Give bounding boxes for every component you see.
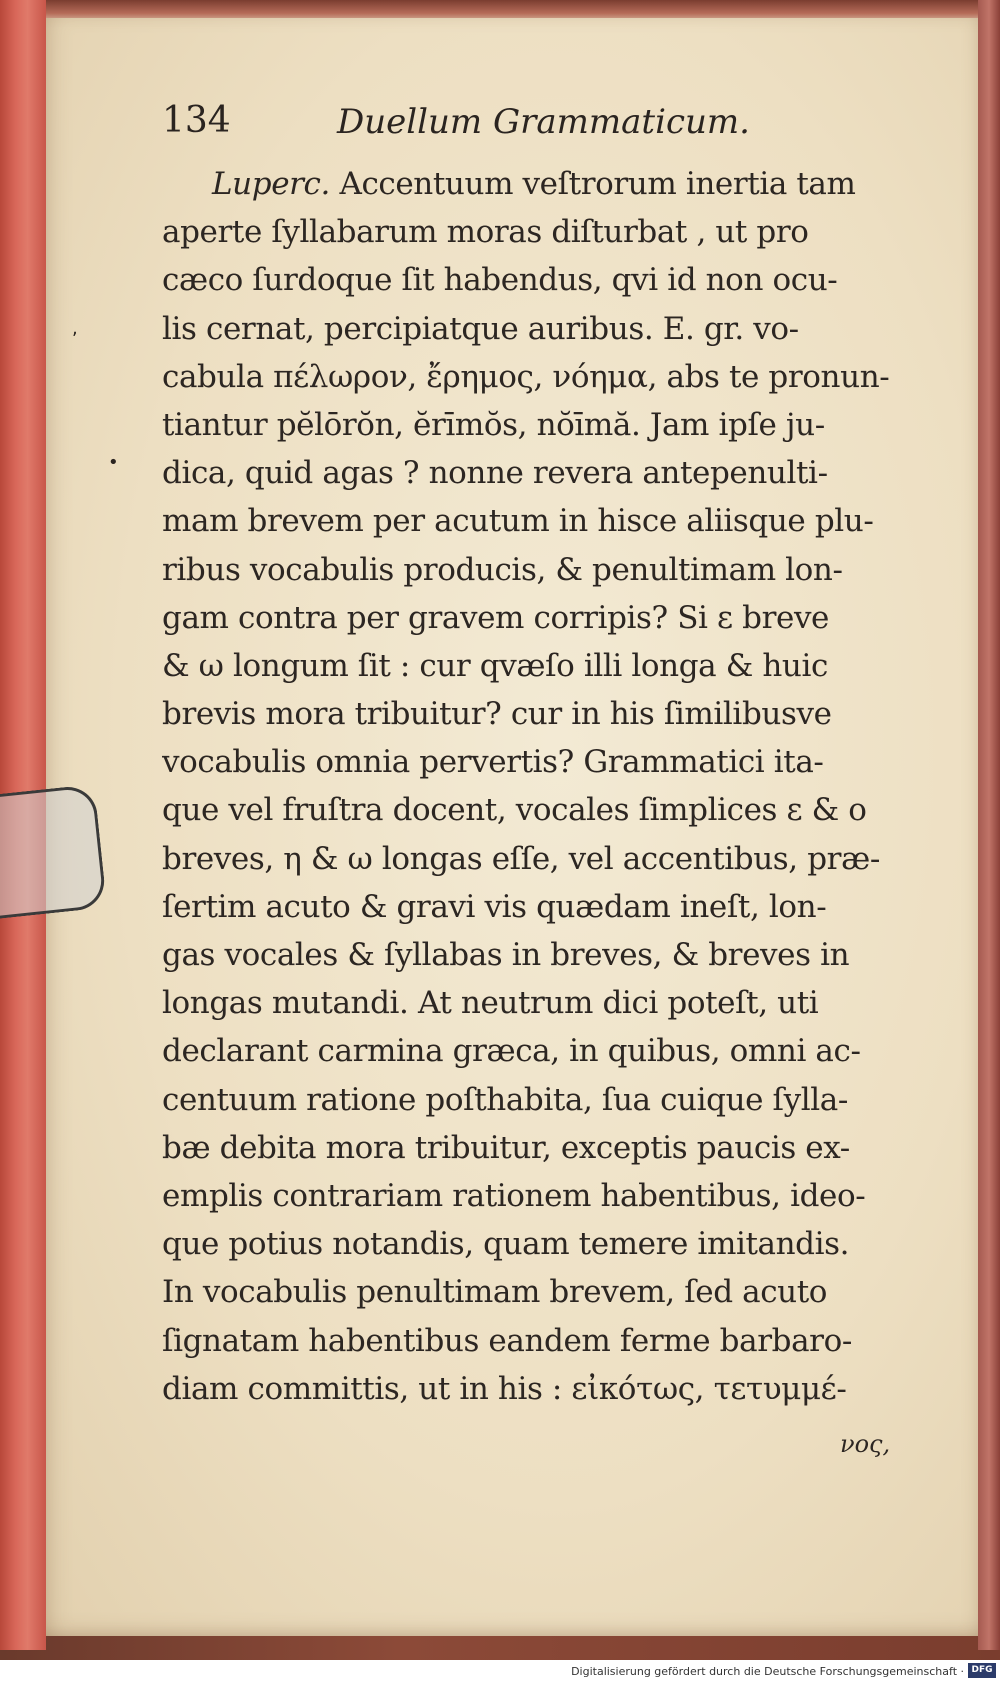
text-line: ribus vocabulis producis, & penultimam lon- — [162, 551, 843, 588]
page-number: 134 — [162, 100, 231, 141]
text-line: tiantur pĕlōrŏn, ĕrīmŏs, nŏīmă. Jam ipſe ju- — [162, 406, 825, 443]
catchword: νος, — [840, 1430, 891, 1458]
text-line: cæco ſurdoque ſit habendus, qvi id non ocu- — [162, 262, 838, 299]
text-line: mam brevem per acutum in hisce aliisque plu- — [162, 503, 874, 540]
text-line: ſertim acuto & gravi vis quædam ineſt, lon- — [162, 888, 827, 925]
text-line: centuum ratione poſthabita, ſua cuique ſylla- — [162, 1081, 848, 1118]
text-line: breves, η & ω longas eſſe, vel accentibus, præ- — [162, 840, 880, 877]
running-head — [162, 100, 762, 152]
text-line: declarant carmina græca, in quibus, omni ac- — [162, 1033, 861, 1070]
text-line: que vel fruſtra docent, vocales ſimplices ε & ο — [162, 792, 867, 829]
margin-mark: , — [72, 318, 78, 339]
text-line: bæ debita mora tribuitur, exceptis paucis ex- — [162, 1129, 850, 1166]
text-line: emplis contrariam rationem habentibus, ideo- — [162, 1177, 866, 1214]
text-line: dica, quid agas ? nonne revera antepenulti- — [162, 455, 828, 492]
body-text — [162, 160, 917, 1413]
text-line: diam committis, ut in his : εἰκότως, τετυμμέ- — [162, 1370, 847, 1407]
speaker-name: Luperc. — [212, 166, 330, 202]
text-line: & ω longum ſit : cur qvæſo illi longa & huic — [162, 647, 828, 684]
text-line: gam contra per gravem corripis? Si ε breve — [162, 599, 830, 636]
text-line: vocabulis omnia pervertis? Grammatici ita- — [162, 744, 824, 781]
footer-bar — [0, 1660, 1000, 1683]
text-line: In vocabulis penultimam brevem, ſed acuto — [162, 1274, 828, 1311]
running-title: Duellum Grammaticum. — [337, 102, 750, 142]
text-line: cabula πέλωρον, ἔρημος, νόημα, abs te pronun- — [162, 358, 890, 395]
text-line: brevis mora tribuitur? cur in his ſimilibusve — [162, 696, 832, 733]
text-line: ſignatam habentibus eandem ferme barbaro- — [162, 1322, 852, 1359]
dfg-logo: DFG — [968, 1663, 996, 1678]
funding-credit: Digitalisierung gefördert durch die Deutsche Forschungsgemeinschaft · — [571, 1665, 964, 1678]
right-page-edges — [978, 0, 1000, 1650]
text-line: lis cernat, percipiatque auribus. E. gr. vo- — [162, 310, 799, 347]
text-line — [162, 160, 917, 208]
text-line: longas mutandi. At neutrum dici poteſt, uti — [162, 985, 819, 1022]
margin-mark: • — [108, 452, 119, 473]
line-text: Accentuum veſtrorum inertia tam — [339, 166, 856, 202]
page-clip — [0, 784, 107, 920]
text-line: gas vocales & ſyllabas in breves, & breves in — [162, 937, 850, 973]
text-line: aperte ſyllabarum moras diſturbat , ut pro — [162, 214, 809, 251]
text-line: que potius notandis, quam temere imitandis. — [162, 1226, 850, 1263]
